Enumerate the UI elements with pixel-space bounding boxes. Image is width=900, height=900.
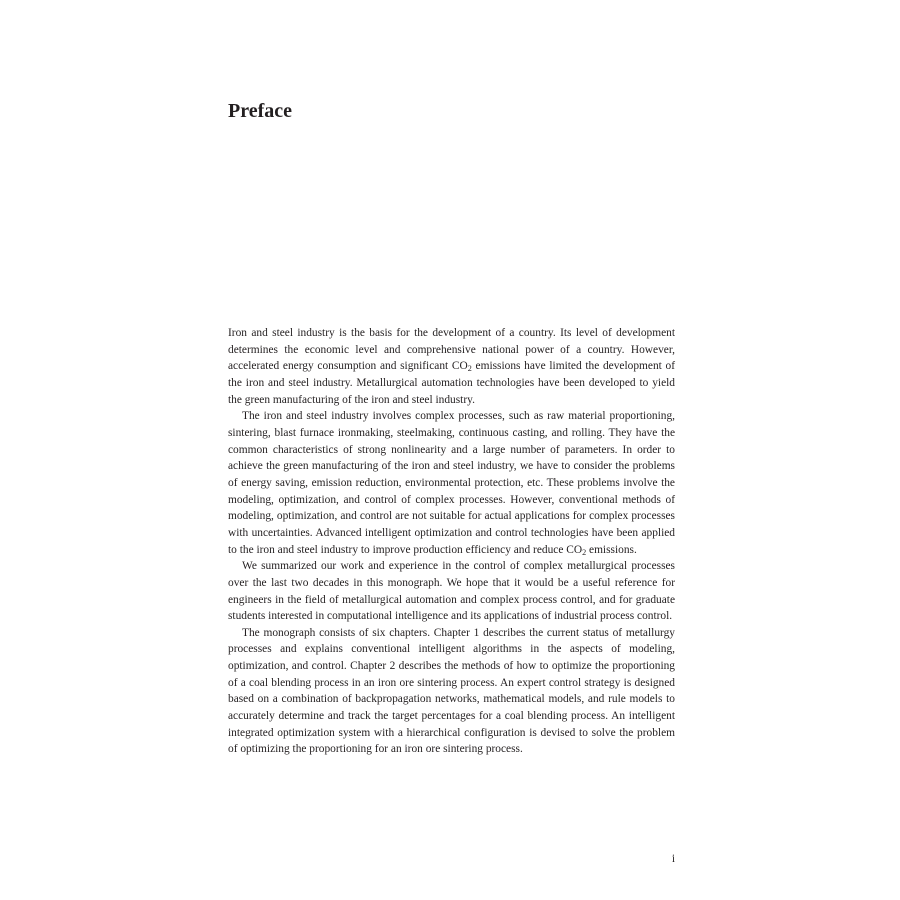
co2-subscript: 2 <box>467 364 472 374</box>
preface-body <box>228 325 675 758</box>
paragraph-2-text-b: emissions. <box>586 543 637 556</box>
paragraph-4: The monograph consists of six chapters. Chapter 1 describes the current status of metallurgy processes and explains conventional intelligent algorithms in the aspects of modeling, optimization, and control. Chapter 2 describes the methods of how to optimize the proportioning of a coal blending process in an iron ore sintering process. An expert control strategy is designed based on a combination of backpropagation networks, mathematical models, and rule models to accurately determine and track the target percentages for a coal blending process. An intelligent integrated optimization system with a hierarchical configuration is devised to solve the problem of optimizing the proportioning for an iron ore sintering process. <box>228 626 675 756</box>
page-number: i <box>671 853 675 865</box>
paragraph-2 <box>228 408 675 558</box>
paragraph-1-text-b: emissions have limited the development of the iron and steel industry. Metallurgical automation technologies have been developed to yield the green manufacturing of the iron and steel industry. <box>228 360 676 406</box>
paragraph-2-text-a: The iron and steel industry involves complex processes, such as raw material proportioning, sintering, blast furnace ironmaking, steelmaking, continuous casting, and rolling. They have the common characteristics of strong nonlinearity and a large number of parameters. In order to achieve the green manufacturing of the iron and steel industry, we have to consider the problems of energy saving, emission reduction, environmental protection, etc. These problems involve the modeling, optimization, and control of complex processes. However, conventional methods of modeling, optimization, and control are not suitable for actual applications for complex processes with uncertainties. Advanced intelligent optimization and control technologies have been applied to the iron and steel industry to improve production efficiency and reduce CO <box>228 410 675 556</box>
paragraph-3: We summarized our work and experience in the control of complex metallurgical processes over the last two decades in this monograph. We hope that it would be a useful reference for engineers in the field of metallurgical automation and complex process control, and for graduate students interested in computational intelligence and its applications of industrial process control. <box>228 560 675 623</box>
page-title: Preface <box>228 100 293 122</box>
paragraph-1 <box>228 325 675 408</box>
paragraph-1-text-a: Iron and steel industry is the basis for the development of a country. Its level of development determines the economic level and comprehensive national power of a country. However, accelerated energy consumption and significant CO <box>228 327 675 373</box>
co2-subscript: 2 <box>582 547 587 557</box>
